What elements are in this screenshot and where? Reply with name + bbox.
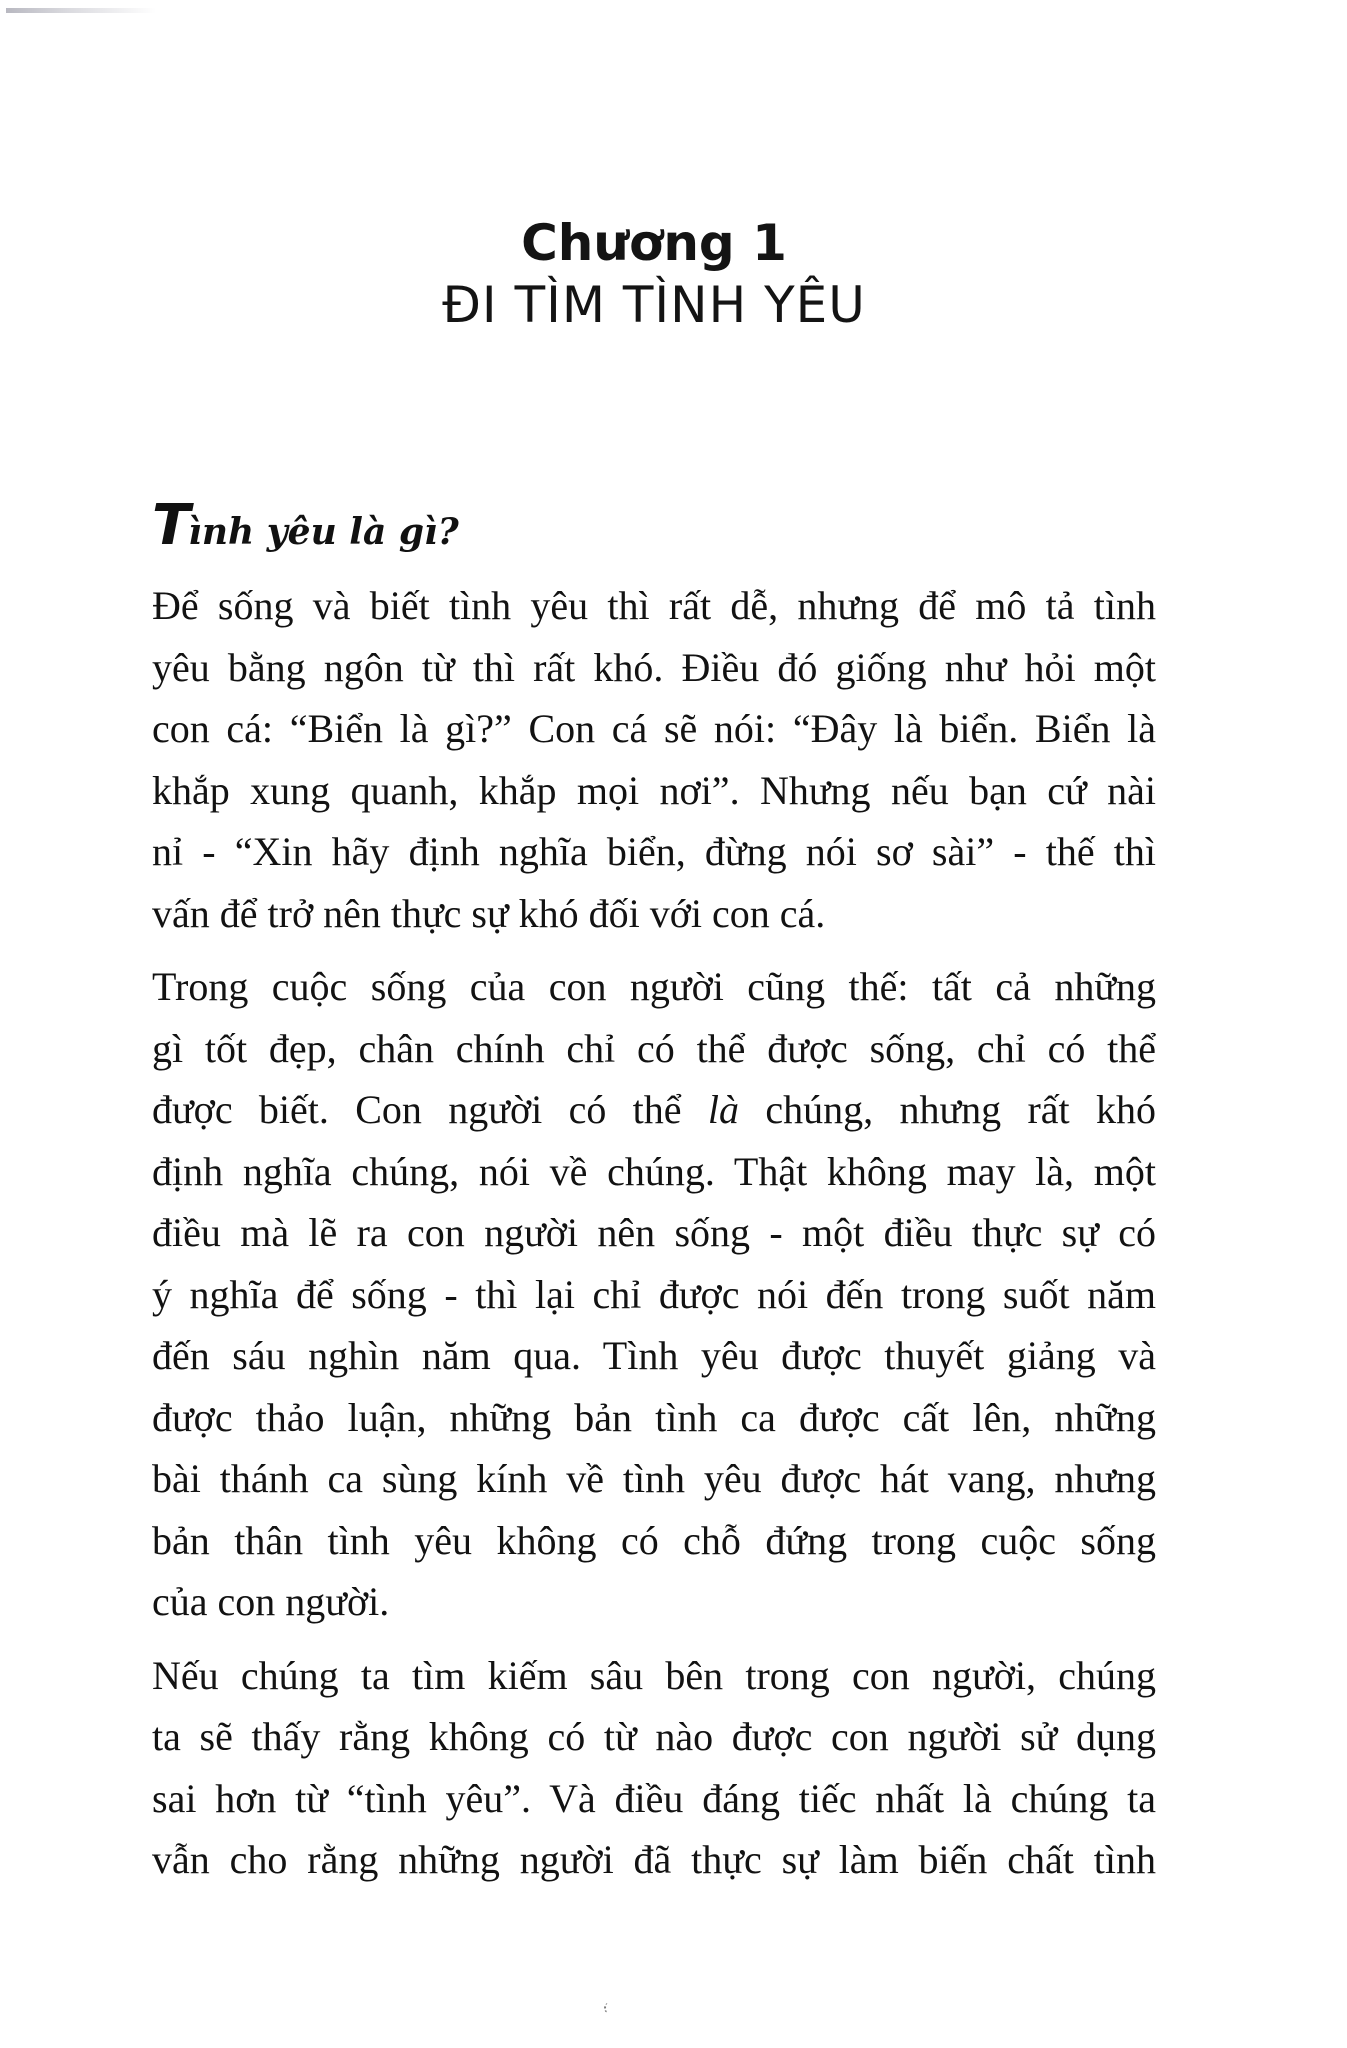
text-line: vấn để trở nên thực sự khó đối với con cá. bbox=[152, 890, 826, 936]
paragraph-3 bbox=[152, 1645, 1156, 1891]
scan-edge-artifact bbox=[6, 8, 156, 13]
text-line: nỉ - “Xin hãy định nghĩa biển, đừng nói sơ sài” - thế thì bbox=[152, 829, 1156, 874]
chapter-number: Chương 1 bbox=[521, 214, 787, 272]
text-line: được thảo luận, những bản tình ca được cất lên, những bbox=[152, 1394, 1156, 1440]
chapter-header bbox=[152, 212, 1156, 336]
text-line: điều mà lẽ ra con người nên sống - một điều thực sự có bbox=[152, 1210, 1156, 1255]
text-line: Nếu chúng ta tìm kiếm sâu bên trong con người, chúng bbox=[152, 1652, 1156, 1698]
text-line bbox=[152, 1079, 1156, 1141]
text-line: Trong cuộc sống của con người cũng thế: tất cả những bbox=[152, 964, 1156, 1009]
text-line: sai hơn từ “tình yêu”. Và điều đáng tiếc nhất là chúng ta bbox=[152, 1775, 1156, 1821]
text-line: bài thánh ca sùng kính về tình yêu được hát vang, nhưng bbox=[152, 1456, 1156, 1501]
text-line: khắp xung quanh, khắp mọi nơi”. Nhưng nếu bạn cứ nài bbox=[152, 767, 1156, 813]
text-line: đến sáu nghìn năm qua. Tình yêu được thuyết giảng và bbox=[152, 1333, 1156, 1378]
text-line: gì tốt đẹp, chân chính chỉ có thể được sống, chỉ có thể bbox=[152, 1025, 1156, 1071]
text-line: con cá: “Biển là gì?” Con cá sẽ nói: “Đây là biển. Biển là bbox=[152, 706, 1156, 751]
text-line: bản thân tình yêu không có chỗ đứng trong cuộc sống bbox=[152, 1517, 1156, 1563]
text-line: của con người. bbox=[152, 1579, 390, 1624]
text-line: ta sẽ thấy rằng không có từ nào được con người sử dụng bbox=[152, 1714, 1156, 1759]
chapter-title: ĐI TÌM TÌNH YÊU bbox=[442, 276, 866, 334]
section-heading-initial: T bbox=[152, 493, 189, 558]
text-line: định nghĩa chúng, nói về chúng. Thật không may là, một bbox=[152, 1148, 1156, 1194]
text-segment: chúng, nhưng rất khó bbox=[739, 1087, 1156, 1132]
italic-word: là bbox=[707, 1087, 739, 1132]
body-text bbox=[152, 575, 1156, 1903]
text-line: vẫn cho rằng những người đã thực sự làm biến chất tình bbox=[152, 1837, 1156, 1882]
text-line: ý nghĩa để sống - thì lại chỉ được nói đến trong suốt năm bbox=[152, 1271, 1156, 1317]
text-segment: được biết. Con người có thể bbox=[152, 1087, 708, 1132]
text-line: yêu bằng ngôn từ thì rất khó. Điều đó giống như hỏi một bbox=[152, 644, 1156, 690]
section-heading-text: ình yêu là gì? bbox=[188, 511, 459, 553]
scan-speck bbox=[604, 2003, 612, 2013]
text-line: Để sống và biết tình yêu thì rất dễ, nhưng để mô tả tình bbox=[152, 583, 1156, 628]
paragraph-1 bbox=[152, 575, 1156, 944]
paragraph-2 bbox=[152, 956, 1156, 1633]
section-heading bbox=[152, 493, 459, 562]
